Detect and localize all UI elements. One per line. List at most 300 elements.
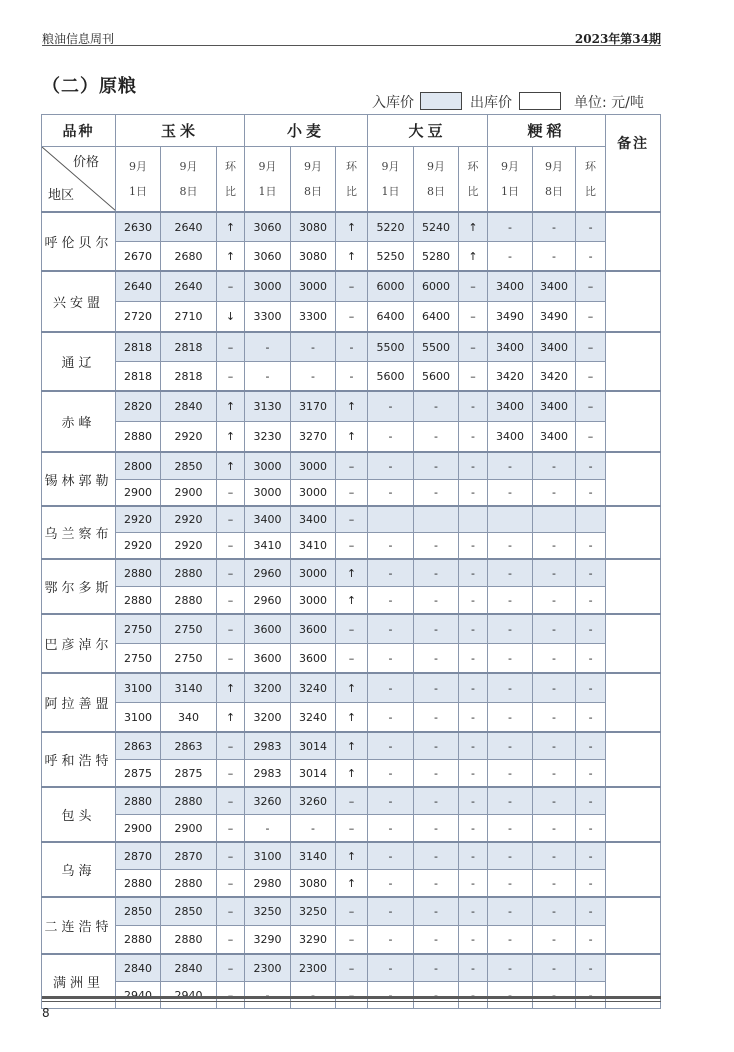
price-cell-wheat-date1: 3000	[245, 480, 291, 507]
price-cell-soybean-date1: -	[368, 842, 414, 870]
price-cell-corn-date1: 2840	[116, 954, 161, 982]
price-cell-rice-date2: -	[533, 926, 576, 955]
price-cell-wheat-change: ↑	[336, 422, 368, 453]
header-issue: 2023年第34期	[574, 32, 661, 46]
table-row-out	[42, 926, 661, 955]
price-cell-soybean-change: -	[459, 452, 488, 480]
price-cell-corn-date2: 2750	[161, 644, 217, 674]
price-cell-rice-change: -	[576, 815, 606, 843]
table-row-in	[42, 732, 661, 760]
price-cell-wheat-change: ↑	[336, 703, 368, 733]
price-cell-wheat-date1: 2300	[245, 954, 291, 982]
remark-cell	[606, 332, 661, 391]
price-cell-rice-date2: 3400	[533, 271, 576, 302]
price-cell-soybean-date1: -	[368, 815, 414, 843]
region-name: 二连浩特	[42, 897, 116, 954]
price-cell-soybean-date1: -	[368, 559, 414, 587]
price-cell-soybean-change: –	[459, 302, 488, 333]
price-cell-soybean-date2: -	[414, 614, 459, 644]
price-cell-wheat-date2: 3240	[291, 673, 336, 703]
price-cell-wheat-date2: 3000	[291, 452, 336, 480]
price-cell-rice-date2: 3400	[533, 332, 576, 362]
remark-cell	[606, 842, 661, 897]
price-cell-corn-date1: 3100	[116, 703, 161, 733]
price-cell-corn-date1: 2750	[116, 644, 161, 674]
price-cell-soybean-change: -	[459, 732, 488, 760]
price-cell-soybean-change: -	[459, 815, 488, 843]
price-cell-soybean-date1: -	[368, 870, 414, 898]
price-cell-soybean-date1: -	[368, 480, 414, 507]
price-cell-corn-date2: 2880	[161, 559, 217, 587]
price-cell-soybean-date2: -	[414, 391, 459, 422]
price-cell-wheat-date1: 3130	[245, 391, 291, 422]
price-cell-soybean-change: -	[459, 760, 488, 788]
price-cell-wheat-date2: -	[291, 362, 336, 392]
region-name: 鄂尔多斯	[42, 559, 116, 614]
remark-cell	[606, 452, 661, 506]
price-cell-corn-date2: 2900	[161, 480, 217, 507]
price-cell-corn-date1: 2880	[116, 926, 161, 955]
price-cell-wheat-date2: 3000	[291, 480, 336, 507]
price-cell-rice-change: –	[576, 332, 606, 362]
price-cell-rice-date1: 3400	[488, 422, 533, 453]
price-cell-rice-date1: -	[488, 614, 533, 644]
remark-cell	[606, 897, 661, 954]
price-cell-soybean-date1: 5220	[368, 212, 414, 242]
price-cell-rice-date1: -	[488, 787, 533, 815]
subheader-wheat-date1	[245, 147, 291, 213]
table-row-in	[42, 452, 661, 480]
price-cell-wheat-date2: 3014	[291, 732, 336, 760]
price-cell-rice-date1: -	[488, 760, 533, 788]
price-cell-wheat-change: –	[336, 897, 368, 926]
price-cell-corn-date2: 2920	[161, 506, 217, 533]
category-wheat: 小麦	[245, 115, 368, 147]
price-cell-soybean-change: ↑	[459, 242, 488, 272]
price-cell-rice-change: -	[576, 926, 606, 955]
price-cell-corn-date2: 2940	[161, 982, 217, 1009]
subheader-line1: 9月	[381, 160, 400, 173]
price-cell-corn-change: –	[217, 614, 245, 644]
price-cell-wheat-change: ↑	[336, 212, 368, 242]
price-cell-corn-date2: 2840	[161, 954, 217, 982]
corner-region-label: 地区	[48, 188, 75, 203]
price-cell-rice-date1: 3400	[488, 391, 533, 422]
price-cell-rice-date2: -	[533, 673, 576, 703]
price-cell-soybean-date2: -	[414, 559, 459, 587]
price-cell-rice-date1: -	[488, 480, 533, 507]
price-cell-soybean-date1: 6000	[368, 271, 414, 302]
region-name: 兴安盟	[42, 271, 116, 332]
price-cell-rice-date1: -	[488, 559, 533, 587]
subheader-rice-date2	[533, 147, 576, 213]
price-cell-corn-date2: 2850	[161, 452, 217, 480]
price-cell-rice-date1: -	[488, 897, 533, 926]
price-cell-corn-date2: 2750	[161, 614, 217, 644]
price-cell-soybean-date2: -	[414, 644, 459, 674]
subheader-rice-date1	[488, 147, 533, 213]
price-cell-corn-date1: 2750	[116, 614, 161, 644]
price-cell-soybean-date2: 5500	[414, 332, 459, 362]
price-cell-wheat-change: ↑	[336, 870, 368, 898]
price-cell-rice-date1: -	[488, 703, 533, 733]
price-cell-soybean-change: -	[459, 703, 488, 733]
price-cell-wheat-date1: -	[245, 362, 291, 392]
price-cell-rice-date1: 3400	[488, 332, 533, 362]
price-cell-wheat-change: –	[336, 926, 368, 955]
price-cell-rice-date1: -	[488, 533, 533, 560]
price-cell-wheat-date1: 2983	[245, 732, 291, 760]
price-cell-corn-change: –	[217, 870, 245, 898]
price-cell-rice-date2: -	[533, 732, 576, 760]
price-cell-corn-date2: 2880	[161, 926, 217, 955]
price-cell-rice-change: -	[576, 870, 606, 898]
region-name: 乌兰察布	[42, 506, 116, 559]
price-cell-wheat-date1: 3250	[245, 897, 291, 926]
legend-out-label: 出库价	[470, 95, 512, 111]
price-cell-soybean-date2: -	[414, 926, 459, 955]
price-cell-corn-change: –	[217, 644, 245, 674]
price-cell-soybean-date2: -	[414, 673, 459, 703]
table-row-out	[42, 815, 661, 843]
price-cell-corn-date2: 2680	[161, 242, 217, 272]
price-cell-rice-change: -	[576, 982, 606, 1009]
price-cell-rice-date1: -	[488, 673, 533, 703]
category-corn: 玉米	[116, 115, 245, 147]
price-cell-rice-change: -	[576, 242, 606, 272]
price-cell-rice-change: -	[576, 732, 606, 760]
price-cell-corn-date2: 2875	[161, 760, 217, 788]
price-cell-corn-date2: 2710	[161, 302, 217, 333]
table-row-in	[42, 271, 661, 302]
price-cell-wheat-change: ↑	[336, 673, 368, 703]
subheader-soybean-date2	[414, 147, 459, 213]
table-row-in	[42, 614, 661, 644]
price-cell-rice-date1: -	[488, 815, 533, 843]
price-cell-soybean-change: -	[459, 870, 488, 898]
price-cell-wheat-date2: 3400	[291, 506, 336, 533]
price-cell-corn-change: –	[217, 760, 245, 788]
price-cell-corn-change: –	[217, 332, 245, 362]
price-cell-corn-date1: 2863	[116, 732, 161, 760]
price-cell-soybean-change: -	[459, 897, 488, 926]
price-cell-rice-date2: -	[533, 703, 576, 733]
price-cell-rice-change: -	[576, 644, 606, 674]
price-cell-corn-change: –	[217, 842, 245, 870]
price-cell-rice-change: -	[576, 533, 606, 560]
price-cell-corn-date1: 3100	[116, 673, 161, 703]
price-cell-soybean-date1: -	[368, 926, 414, 955]
price-cell-corn-date2: 2863	[161, 732, 217, 760]
price-cell-rice-date1: 3420	[488, 362, 533, 392]
price-cell-rice-change: –	[576, 422, 606, 453]
price-cell-rice-date2: 3400	[533, 422, 576, 453]
price-cell-rice-date2: -	[533, 480, 576, 507]
price-cell-wheat-change: –	[336, 644, 368, 674]
price-cell-soybean-change: -	[459, 954, 488, 982]
price-cell-rice-date2: -	[533, 559, 576, 587]
subheader-line1: 环	[225, 160, 236, 173]
price-cell-rice-change: -	[576, 673, 606, 703]
table-row-out	[42, 760, 661, 788]
price-cell-rice-date1: 3490	[488, 302, 533, 333]
price-cell-rice-date2: -	[533, 533, 576, 560]
price-cell-wheat-change: ↑	[336, 559, 368, 587]
price-cell-soybean-date1: -	[368, 673, 414, 703]
price-cell-rice-change: -	[576, 480, 606, 507]
price-cell-corn-date2: 2900	[161, 815, 217, 843]
table-row-in	[42, 212, 661, 242]
price-cell-rice-change: -	[576, 760, 606, 788]
price-cell-rice-change: -	[576, 897, 606, 926]
price-cell-rice-change: –	[576, 302, 606, 333]
price-cell-wheat-change: ↑	[336, 587, 368, 615]
price-cell-corn-change: ↑	[217, 212, 245, 242]
price-cell-rice-date2: -	[533, 870, 576, 898]
table-row-in	[42, 332, 661, 362]
price-cell-soybean-date1	[368, 506, 414, 533]
price-cell-corn-change: –	[217, 926, 245, 955]
price-cell-corn-change: –	[217, 271, 245, 302]
subheader-line1: 9月	[129, 160, 147, 173]
price-cell-wheat-date2: 3000	[291, 271, 336, 302]
price-cell-corn-date1: 2720	[116, 302, 161, 333]
price-cell-wheat-date2: 3600	[291, 644, 336, 674]
price-cell-corn-change: –	[217, 954, 245, 982]
subheader-rice-change	[576, 147, 606, 213]
price-cell-soybean-change: -	[459, 391, 488, 422]
price-cell-wheat-change: ↑	[336, 760, 368, 788]
price-cell-soybean-date2: -	[414, 422, 459, 453]
table-row-in	[42, 559, 661, 587]
subheader-line2: 8日	[179, 185, 198, 198]
price-cell-wheat-date2: 3014	[291, 760, 336, 788]
table-row-out	[42, 982, 661, 1009]
price-cell-corn-change: ↓	[217, 302, 245, 333]
price-cell-wheat-date2: 3000	[291, 559, 336, 587]
price-cell-soybean-date1: 5600	[368, 362, 414, 392]
price-cell-rice-date1: -	[488, 732, 533, 760]
price-cell-corn-date1: 2875	[116, 760, 161, 788]
price-cell-rice-change	[576, 506, 606, 533]
price-cell-soybean-date2: -	[414, 703, 459, 733]
price-cell-wheat-change: –	[336, 614, 368, 644]
region-name: 巴彦淖尔	[42, 614, 116, 673]
price-cell-corn-date1: 2818	[116, 332, 161, 362]
price-cell-wheat-date1: 3200	[245, 703, 291, 733]
price-cell-wheat-change: –	[336, 787, 368, 815]
price-cell-wheat-change: –	[336, 506, 368, 533]
price-cell-wheat-date1: 3600	[245, 614, 291, 644]
subheader-line2: 比	[467, 185, 479, 198]
price-cell-wheat-date2: 3260	[291, 787, 336, 815]
subheader-line2: 1日	[501, 185, 520, 198]
price-cell-soybean-change: -	[459, 644, 488, 674]
price-cell-wheat-date2: 2300	[291, 954, 336, 982]
price-cell-corn-date2: 340	[161, 703, 217, 733]
table-row-out	[42, 644, 661, 674]
price-cell-soybean-change: -	[459, 533, 488, 560]
price-cell-rice-change: -	[576, 452, 606, 480]
grain-price-table	[41, 114, 661, 1009]
price-cell-soybean-date1: 6400	[368, 302, 414, 333]
price-cell-wheat-date1: 3290	[245, 926, 291, 955]
price-cell-soybean-date2: -	[414, 787, 459, 815]
remark-cell	[606, 391, 661, 452]
price-cell-corn-change: –	[217, 362, 245, 392]
subheader-line2: 8日	[545, 185, 564, 198]
price-cell-soybean-date1: 5250	[368, 242, 414, 272]
price-cell-corn-change: ↑	[217, 422, 245, 453]
price-cell-rice-date2: 3400	[533, 391, 576, 422]
price-cell-rice-date2: -	[533, 954, 576, 982]
table-row-out	[42, 587, 661, 615]
header-rule	[42, 45, 661, 46]
price-cell-wheat-date1: 2983	[245, 760, 291, 788]
remark-cell	[606, 732, 661, 787]
price-cell-corn-date2: 2818	[161, 362, 217, 392]
table-row-out	[42, 422, 661, 453]
price-cell-rice-date2: -	[533, 452, 576, 480]
price-cell-soybean-change: -	[459, 982, 488, 1009]
price-cell-wheat-date2: 3270	[291, 422, 336, 453]
price-cell-rice-date1: 3400	[488, 271, 533, 302]
price-cell-rice-change: -	[576, 954, 606, 982]
table-row-out	[42, 362, 661, 392]
subheader-corn-date1	[116, 147, 161, 213]
price-cell-corn-date2: 2880	[161, 787, 217, 815]
subheader-line1: 9月	[179, 160, 198, 173]
price-cell-wheat-change: ↑	[336, 842, 368, 870]
price-cell-wheat-change: –	[336, 452, 368, 480]
price-cell-corn-change: ↑	[217, 673, 245, 703]
remark-cell	[606, 212, 661, 271]
price-cell-soybean-change	[459, 506, 488, 533]
price-cell-corn-date1: 2880	[116, 422, 161, 453]
price-cell-corn-change: ↑	[217, 452, 245, 480]
subheader-line1: 9月	[501, 160, 520, 173]
price-cell-corn-date1: 2850	[116, 897, 161, 926]
price-cell-corn-date2: 2920	[161, 533, 217, 560]
remark-cell	[606, 673, 661, 732]
price-cell-corn-change: –	[217, 587, 245, 615]
remark-cell	[606, 787, 661, 842]
price-cell-corn-change: –	[217, 506, 245, 533]
price-cell-soybean-change: -	[459, 480, 488, 507]
remark-header: 备注	[606, 115, 661, 213]
table-row-in	[42, 787, 661, 815]
region-name: 通辽	[42, 332, 116, 391]
subheader-line2: 8日	[304, 185, 323, 198]
subheader-line1: 9月	[258, 160, 277, 173]
price-cell-corn-change: –	[217, 897, 245, 926]
corner-diagonal-cell	[42, 147, 116, 213]
price-cell-soybean-date1: 5500	[368, 332, 414, 362]
price-cell-corn-date2: 2640	[161, 212, 217, 242]
price-cell-rice-date2: -	[533, 760, 576, 788]
price-cell-soybean-change: -	[459, 787, 488, 815]
region-name: 满洲里	[42, 954, 116, 1009]
table-row-in	[42, 897, 661, 926]
price-cell-corn-date2: 2880	[161, 870, 217, 898]
price-cell-soybean-change: -	[459, 559, 488, 587]
price-cell-soybean-change: -	[459, 614, 488, 644]
price-cell-soybean-date1: -	[368, 533, 414, 560]
legend-in-swatch	[420, 92, 462, 110]
price-cell-corn-change: –	[217, 787, 245, 815]
remark-cell	[606, 506, 661, 559]
price-cell-wheat-date1: 3060	[245, 242, 291, 272]
price-cell-wheat-date2: 3410	[291, 533, 336, 560]
price-cell-soybean-date2: -	[414, 760, 459, 788]
price-cell-wheat-date2: 3170	[291, 391, 336, 422]
subheader-line1: 9月	[545, 160, 564, 173]
price-cell-wheat-date1: 3200	[245, 673, 291, 703]
price-cell-soybean-date1: -	[368, 897, 414, 926]
price-cell-corn-date2: 2920	[161, 422, 217, 453]
subheader-line1: 环	[467, 160, 479, 173]
price-cell-wheat-date2: -	[291, 332, 336, 362]
subheader-line2: 1日	[381, 185, 400, 198]
price-cell-corn-date1: 2870	[116, 842, 161, 870]
region-name: 乌海	[42, 842, 116, 897]
price-cell-soybean-date2: -	[414, 954, 459, 982]
price-cell-wheat-date1: 2980	[245, 870, 291, 898]
price-cell-corn-change: ↑	[217, 703, 245, 733]
price-cell-rice-date2: 3490	[533, 302, 576, 333]
price-cell-corn-date1: 2880	[116, 559, 161, 587]
price-cell-soybean-date2: -	[414, 982, 459, 1009]
price-cell-soybean-date1: -	[368, 787, 414, 815]
price-cell-wheat-date1: 3400	[245, 506, 291, 533]
price-cell-wheat-date2: 3300	[291, 302, 336, 333]
table-row-in	[42, 506, 661, 533]
price-cell-corn-change: –	[217, 480, 245, 507]
price-cell-wheat-date1: -	[245, 815, 291, 843]
price-cell-corn-date1: 2640	[116, 271, 161, 302]
header-left-title: 粮油信息周刊	[42, 32, 115, 46]
table-row-out	[42, 703, 661, 733]
footer-rule-thin	[42, 1001, 661, 1002]
subheader-soybean-date1	[368, 147, 414, 213]
price-cell-soybean-date2: 5280	[414, 242, 459, 272]
legend-in-label: 入库价	[372, 95, 414, 111]
price-cell-soybean-date1: -	[368, 703, 414, 733]
price-cell-corn-date1: 2800	[116, 452, 161, 480]
price-cell-rice-date2: -	[533, 614, 576, 644]
price-cell-wheat-date1: 3230	[245, 422, 291, 453]
region-name: 呼和浩特	[42, 732, 116, 787]
table-row-in	[42, 842, 661, 870]
subheader-corn-date2	[161, 147, 217, 213]
region-name: 阿拉善盟	[42, 673, 116, 732]
price-cell-soybean-date1: -	[368, 391, 414, 422]
price-cell-wheat-date1: 3060	[245, 212, 291, 242]
price-cell-corn-date2: 2880	[161, 587, 217, 615]
corner-price-label: 价格	[72, 155, 99, 170]
price-cell-corn-change: –	[217, 982, 245, 1009]
price-cell-soybean-date2: 6400	[414, 302, 459, 333]
price-cell-soybean-date1: -	[368, 760, 414, 788]
price-cell-wheat-date2: 3080	[291, 212, 336, 242]
price-cell-wheat-date1: -	[245, 332, 291, 362]
subheader-line1: 9月	[304, 160, 323, 173]
subheader-line2: 8日	[427, 185, 446, 198]
price-cell-soybean-date2: -	[414, 452, 459, 480]
price-cell-soybean-date2	[414, 506, 459, 533]
price-cell-rice-date2: -	[533, 897, 576, 926]
price-cell-corn-date2: 2850	[161, 897, 217, 926]
